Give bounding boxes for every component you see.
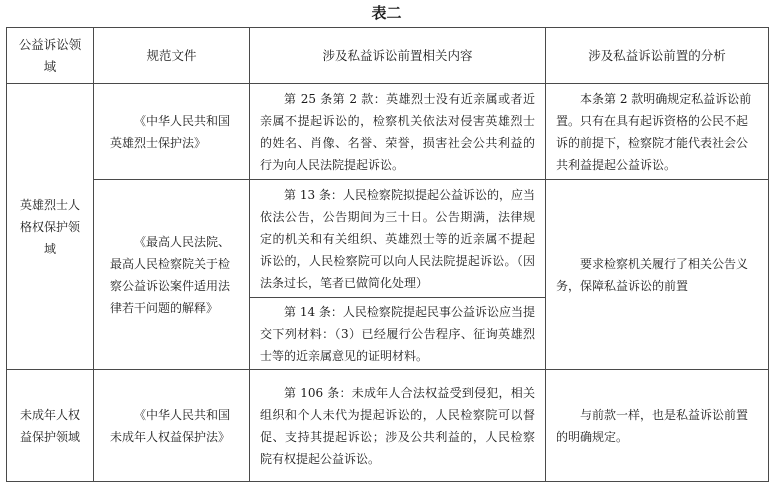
domain-cell: 未成年人权益保护领域	[7, 370, 94, 482]
table-title: 表二	[371, 4, 402, 22]
content-cell: 第 25 条第 2 款：英雄烈士没有近亲属或者近亲属不提起诉讼的，检察机关依法对侵害英雄烈士的姓名、肖像、名誉、荣誉，损害社会公共利益的行为向人民法院提起诉讼。	[250, 84, 546, 180]
document-cell: 《中华人民共和国英雄烈士保护法》	[94, 84, 250, 180]
document-cell: 《最高人民法院、最高人民检察院关于检察公益诉讼案件适用法律若干问题的解释》	[94, 180, 250, 370]
table-header-row	[7, 28, 769, 84]
domain-cell: 英雄烈士人格权保护领域	[7, 84, 94, 370]
header-analysis: 涉及私益诉讼前置的分析	[546, 28, 769, 84]
header-document: 规范文件	[94, 28, 250, 84]
header-content: 涉及私益诉讼前置相关内容	[250, 28, 546, 84]
header-domain: 公益诉讼领域	[7, 28, 94, 84]
document-cell: 《中华人民共和国未成年人权益保护法》	[94, 370, 250, 482]
content-cell: 第 13 条：人民检察院拟提起公益诉讼的，应当依法公告，公告期间为三十日。公告期满，法律规定的机关和有关组织、英雄烈士等的近亲属不提起诉讼的，人民检察院可以向人民法院提起诉讼。（因法条过长，笔者已做简化处理）	[250, 180, 546, 298]
analysis-cell: 本条第 2 款明确规定私益诉讼前置。只有在具有起诉资格的公民不起诉的前提下，检察院才能代表社会公共利益提起公益诉讼。	[546, 84, 769, 180]
table-row	[7, 180, 769, 298]
table-row	[7, 370, 769, 482]
analysis-cell: 与前款一样，也是私益诉讼前置的明确规定。	[546, 370, 769, 482]
comparison-table	[6, 27, 769, 482]
content-cell: 第 14 条：人民检察院提起民事公益诉讼应当提交下列材料：（3）已经履行公告程序、征询英雄烈士等的近亲属意见的证明材料。	[250, 298, 546, 370]
content-cell: 第 106 条：未成年人合法权益受到侵犯，相关组织和个人未代为提起诉讼的，人民检察院可以督促、支持其提起诉讼；涉及公共利益的，人民检察院有权提起公益诉讼。	[250, 370, 546, 482]
analysis-cell: 要求检察机关履行了相关公告义务，保障私益诉讼的前置	[546, 180, 769, 370]
table-row	[7, 84, 769, 180]
